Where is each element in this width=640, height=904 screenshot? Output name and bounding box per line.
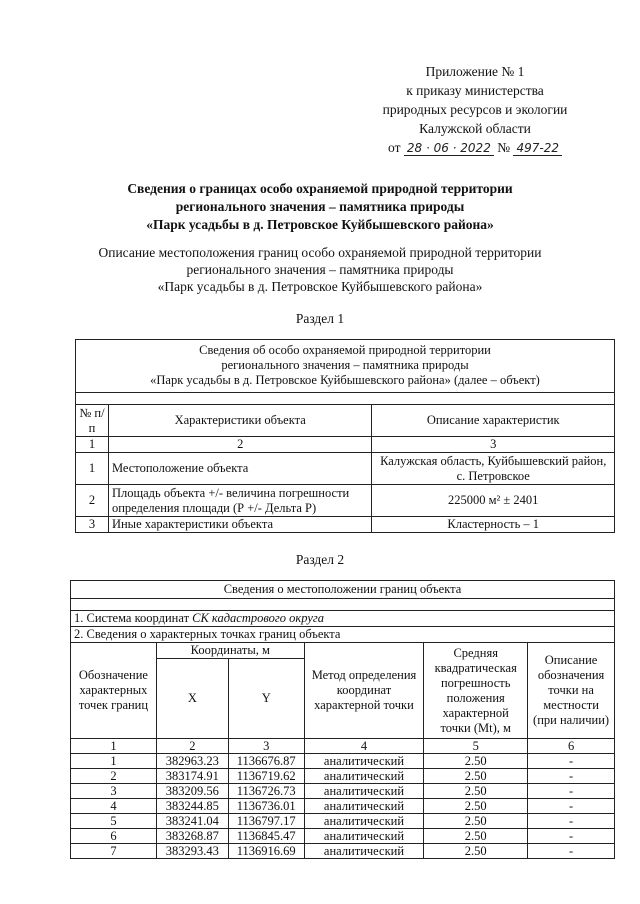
coord-system-row xyxy=(71,611,615,627)
appendix-date-line xyxy=(330,138,620,157)
row-characteristic: Местоположение объекта xyxy=(108,453,372,485)
point-method: аналитический xyxy=(304,754,424,769)
row-value: Калужская область, Куйбышевский район, с. Петровское xyxy=(372,453,615,485)
section1-header-line-1: Сведения об особо охраняемой природной территории xyxy=(199,343,491,357)
desc-line-3: «Парк усадьбы в д. Петровское Куйбышевского района» xyxy=(157,279,483,294)
point-id: 5 xyxy=(71,814,157,829)
col-number-4: 4 xyxy=(304,739,424,754)
point-error: 2.50 xyxy=(424,829,528,844)
table-row xyxy=(76,485,615,517)
point-marking: - xyxy=(528,829,615,844)
col-number-1: 1 xyxy=(71,739,157,754)
table-row xyxy=(71,754,615,769)
point-y: 1136726.73 xyxy=(228,784,304,799)
col-number-6: 6 xyxy=(528,739,615,754)
point-marking: - xyxy=(528,769,615,784)
point-x: 383244.85 xyxy=(156,799,228,814)
point-id: 6 xyxy=(71,829,157,844)
desc-line-1: Описание местоположения границ особо охраняемой природной территории xyxy=(98,245,542,260)
points-body xyxy=(71,754,615,859)
col-header-number: № п/п xyxy=(76,405,109,437)
col-header-description: Описание характеристик xyxy=(372,405,615,437)
col-header-marking: Описание обозначения точки на местности (при наличии) xyxy=(528,643,615,739)
section1-title: Раздел 1 xyxy=(295,311,345,326)
appendix-line-4: Калужской области xyxy=(419,121,531,136)
table-row xyxy=(71,784,615,799)
title-line-2: регионального значения – памятника природы xyxy=(175,199,465,214)
point-x: 383209.56 xyxy=(156,784,228,799)
table-row xyxy=(71,814,615,829)
row-number: 1 xyxy=(76,453,109,485)
coord-system-value: СК кадастрового округа xyxy=(192,611,324,625)
point-id: 4 xyxy=(71,799,157,814)
section1-header-line-3: «Парк усадьбы в д. Петровское Куйбышевского района» (далее – объект) xyxy=(150,373,540,387)
table-row xyxy=(71,844,615,859)
row-characteristic: Площадь объекта +/- величина погрешности определения площади (Р +/- Дельта Р) xyxy=(108,485,372,517)
col-number-2: 2 xyxy=(156,739,228,754)
point-marking: - xyxy=(528,814,615,829)
coord-system-prefix: 1. Система координат xyxy=(74,611,193,625)
appendix-line-1: Приложение № 1 xyxy=(425,64,525,79)
point-method: аналитический xyxy=(304,769,424,784)
col-header-characteristic: Характеристики объекта xyxy=(108,405,372,437)
point-method: аналитический xyxy=(304,784,424,799)
appendix-line-3: природных ресурсов и экологии xyxy=(382,102,568,117)
point-y: 1136719.62 xyxy=(228,769,304,784)
row-value: 225000 м² ± 2401 xyxy=(372,485,615,517)
row-number: 3 xyxy=(76,517,109,533)
point-x: 383241.04 xyxy=(156,814,228,829)
point-marking: - xyxy=(528,754,615,769)
col-header-error: Средняя квадратическая погрешность положения характерной точки (Mt), м xyxy=(424,643,528,739)
col-header-x: X xyxy=(156,659,228,739)
point-method: аналитический xyxy=(304,829,424,844)
col-header-designation: Обозначение характерных точек границ xyxy=(71,643,157,739)
section2-table-header: Сведения о местоположении границ объекта xyxy=(71,581,615,599)
row-characteristic: Иные характеристики объекта xyxy=(108,517,372,533)
handwritten-number: 497-22 xyxy=(513,141,562,156)
section2-table xyxy=(70,580,615,859)
date-prefix: от xyxy=(388,140,401,155)
point-marking: - xyxy=(528,799,615,814)
point-error: 2.50 xyxy=(424,844,528,859)
point-error: 2.50 xyxy=(424,814,528,829)
section2-title: Раздел 2 xyxy=(295,552,345,567)
col-number-2: 2 xyxy=(108,437,372,453)
point-x: 383174.91 xyxy=(156,769,228,784)
point-y: 1136845.47 xyxy=(228,829,304,844)
document-description xyxy=(0,244,640,295)
point-method: аналитический xyxy=(304,844,424,859)
section1-table xyxy=(75,339,615,533)
table-row xyxy=(71,769,615,784)
col-number-3: 3 xyxy=(372,437,615,453)
point-id: 3 xyxy=(71,784,157,799)
point-x: 382963.23 xyxy=(156,754,228,769)
col-number-1: 1 xyxy=(76,437,109,453)
number-prefix: № xyxy=(497,140,511,155)
point-x: 383293.43 xyxy=(156,844,228,859)
point-y: 1136916.69 xyxy=(228,844,304,859)
col-number-5: 5 xyxy=(424,739,528,754)
point-marking: - xyxy=(528,844,615,859)
point-x: 383268.87 xyxy=(156,829,228,844)
col-header-y: Y xyxy=(228,659,304,739)
desc-line-2: регионального значения – памятника природы xyxy=(186,262,454,277)
title-line-1: Сведения о границах особо охраняемой природной территории xyxy=(127,181,513,196)
point-marking: - xyxy=(528,784,615,799)
table-row xyxy=(76,453,615,485)
handwritten-date: 28 · 06 · 2022 xyxy=(404,141,494,156)
col-number-3: 3 xyxy=(228,739,304,754)
point-error: 2.50 xyxy=(424,769,528,784)
point-y: 1136676.87 xyxy=(228,754,304,769)
table-row xyxy=(76,517,615,533)
row-number: 2 xyxy=(76,485,109,517)
point-id: 1 xyxy=(71,754,157,769)
point-error: 2.50 xyxy=(424,784,528,799)
point-y: 1136797.17 xyxy=(228,814,304,829)
title-line-3: «Парк усадьбы в д. Петровское Куйбышевского района» xyxy=(146,217,494,232)
empty-row xyxy=(76,393,615,405)
empty-row xyxy=(71,599,615,611)
points-header-row: 2. Сведения о характерных точках границ объекта xyxy=(71,627,615,643)
col-header-method: Метод определения координат характерной точки xyxy=(304,643,424,739)
point-y: 1136736.01 xyxy=(228,799,304,814)
table-row xyxy=(71,829,615,844)
section1-table-header xyxy=(76,340,615,393)
point-error: 2.50 xyxy=(424,799,528,814)
section1-header-line-2: регионального значения – памятника природы xyxy=(221,358,469,372)
document-title xyxy=(0,180,640,234)
point-method: аналитический xyxy=(304,799,424,814)
point-id: 2 xyxy=(71,769,157,784)
appendix-block xyxy=(330,62,620,157)
row-value: Кластерность – 1 xyxy=(372,517,615,533)
point-error: 2.50 xyxy=(424,754,528,769)
table-row xyxy=(71,799,615,814)
col-header-coords: Координаты, м xyxy=(156,643,304,659)
point-method: аналитический xyxy=(304,814,424,829)
appendix-line-2: к приказу министерства xyxy=(406,83,544,98)
point-id: 7 xyxy=(71,844,157,859)
